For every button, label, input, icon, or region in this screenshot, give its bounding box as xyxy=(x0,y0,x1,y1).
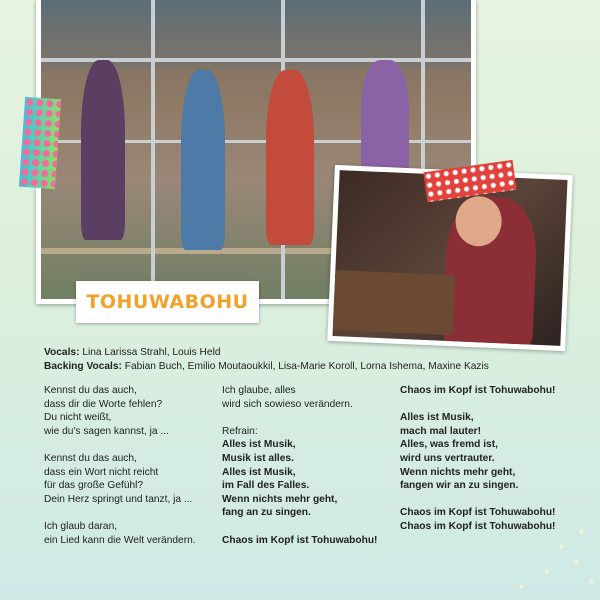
lyrics-stanza xyxy=(44,452,196,506)
lyrics-line: Wenn nichts mehr geht, xyxy=(400,466,516,478)
lyrics-line: Kennst du das auch, xyxy=(44,385,137,396)
lyrics-line: fangen wir an zu singen. xyxy=(400,480,519,492)
lyrics-line: fang an zu singen. xyxy=(222,507,311,519)
lyrics-line: für das große Gefühl? xyxy=(44,480,144,492)
lyrics-line: Chaos im Kopf ist Tohuwabohu! xyxy=(400,507,556,519)
lyrics-line: Chaos im Kopf ist Tohuwabohu! xyxy=(222,534,378,546)
lyrics-line: Alles ist Musik, xyxy=(222,439,296,451)
backing-credit xyxy=(44,360,489,374)
song-title: TOHUWABOHU xyxy=(86,291,249,313)
lyrics-stanza xyxy=(400,411,555,493)
refrain-stanza xyxy=(222,425,377,520)
lyrics-column-3 xyxy=(400,384,555,547)
lyrics-line: dass ein Wort nicht reicht xyxy=(44,466,159,478)
vocals-names: Lina Larissa Strahl, Louis Held xyxy=(82,347,221,358)
vocals-credit xyxy=(44,346,489,360)
backing-names: Fabian Buch, Emilio Moutaoukkil, Lisa-Marie Koroll, Lorna Ishema, Maxine Kazis xyxy=(124,360,489,372)
song-title-card xyxy=(76,281,259,323)
lyrics-line: wird sich sowieso verändern. xyxy=(222,398,353,410)
lyrics-stanza xyxy=(400,384,555,398)
lyrics-line: Chaos im Kopf ist Tohuwabohu! xyxy=(400,520,556,532)
lyrics-stanza xyxy=(222,534,377,548)
lyrics-line: Ich glaube, alles xyxy=(222,385,296,396)
lyrics-column-1 xyxy=(44,384,196,561)
lyrics-line: mach mal lauter! xyxy=(400,425,481,437)
lyrics-line: dass dir die Worte fehlen? xyxy=(44,398,163,410)
lyrics-line: Wenn nichts mehr geht, xyxy=(222,493,338,505)
vocals-label: Vocals: xyxy=(44,347,80,358)
lyrics-line: Musik ist alles. xyxy=(222,452,294,464)
lyrics-line: Alles ist Musik, xyxy=(400,412,474,424)
lyrics-line: Alles ist Musik, xyxy=(222,466,296,478)
lyrics-stanza xyxy=(222,384,377,411)
lyrics-stanza xyxy=(44,384,196,438)
lyrics-line: Ich glaub daran, xyxy=(44,520,118,532)
backing-label: Backing Vocals: xyxy=(44,360,122,372)
lyrics-stanza xyxy=(400,506,555,533)
lyrics-line: Refrain: xyxy=(222,425,258,437)
credits xyxy=(44,346,489,373)
lyrics-line: Du nicht weißt, xyxy=(44,412,112,424)
lyrics-column-2 xyxy=(222,384,377,561)
decorative-tape-dots xyxy=(19,97,61,189)
lyrics-line: wie du's sagen kannst, ja ... xyxy=(44,425,169,437)
lyrics-line: Kennst du das auch, xyxy=(44,452,137,464)
lyrics-line: im Fall des Falles. xyxy=(222,480,310,492)
lyrics-line: wird uns vertrauter. xyxy=(400,452,495,464)
lyrics-line: Alles, was fremd ist, xyxy=(400,439,498,451)
lyrics-stanza xyxy=(44,520,196,547)
lyrics-line: ein Lied kann die Welt verändern. xyxy=(44,534,196,546)
lyrics-line: Dein Herz springt und tanzt, ja ... xyxy=(44,493,193,505)
lyrics-line: Chaos im Kopf ist Tohuwabohu! xyxy=(400,385,556,396)
